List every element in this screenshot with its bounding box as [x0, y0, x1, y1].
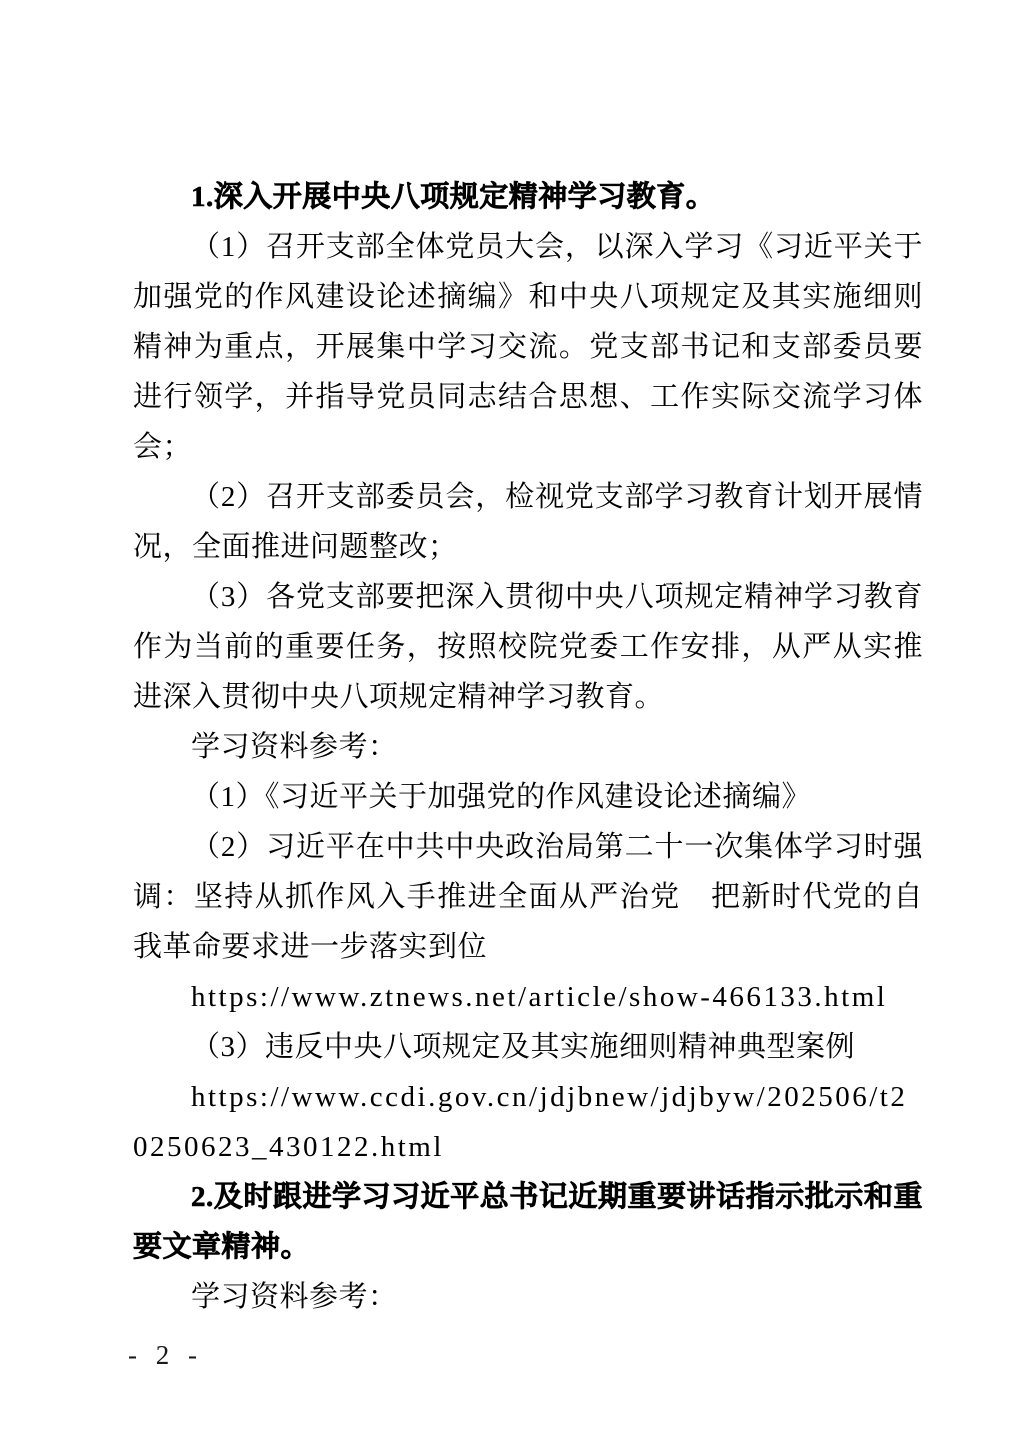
reference-item-3: （3）违反中央八项规定及其实施细则精神典型案例 — [191, 1031, 856, 1063]
section-1-item-2: （2）召开支部委员会，检视党支部学习教育计划开展情况，全面推进问题整改； — [133, 481, 923, 563]
study-reference-label-1: 学习资料参考： — [191, 731, 398, 763]
document-body — [133, 172, 923, 1322]
section-1-item-1: （1）召开支部全体党员大会，以深入学习《习近平关于加强党的作风建设论述摘编》和中央八项规定及其实施细则精神为重点，开展集中学习交流。党支部书记和支部委员要进行领学，并指导党员同志结合思想、工作实际交流学习体会； — [133, 231, 923, 463]
reference-url-ccdi: https://www.ccdi.gov.cn/jdjbnew/jdjbyw/202506/t20250623_430122.html — [133, 1081, 908, 1163]
reference-item-1: （1）《习近平关于加强党的作风建设论述摘编》 — [191, 781, 812, 813]
reference-url-ztnews: https://www.ztnews.net/article/show-466133.html — [191, 981, 888, 1013]
page-number: - 2 - — [128, 1340, 203, 1370]
study-reference-label-2: 学习资料参考： — [191, 1281, 398, 1313]
section-1-item-3: （3）各党支部要把深入贯彻中央八项规定精神学习教育作为当前的重要任务，按照校院党委工作安排，从严从实推进深入贯彻中央八项规定精神学习教育。 — [133, 581, 923, 713]
section-1-heading: 1.深入开展中央八项规定精神学习教育。 — [191, 181, 716, 213]
reference-item-2: （2）习近平在中共中央政治局第二十一次集体学习时强调：坚持从抓作风入手推进全面从严治党 把新时代党的自我革命要求进一步落实到位 — [133, 831, 923, 963]
section-2-heading: 2.及时跟进学习习近平总书记近期重要讲话指示批示和重要文章精神。 — [133, 1181, 923, 1263]
